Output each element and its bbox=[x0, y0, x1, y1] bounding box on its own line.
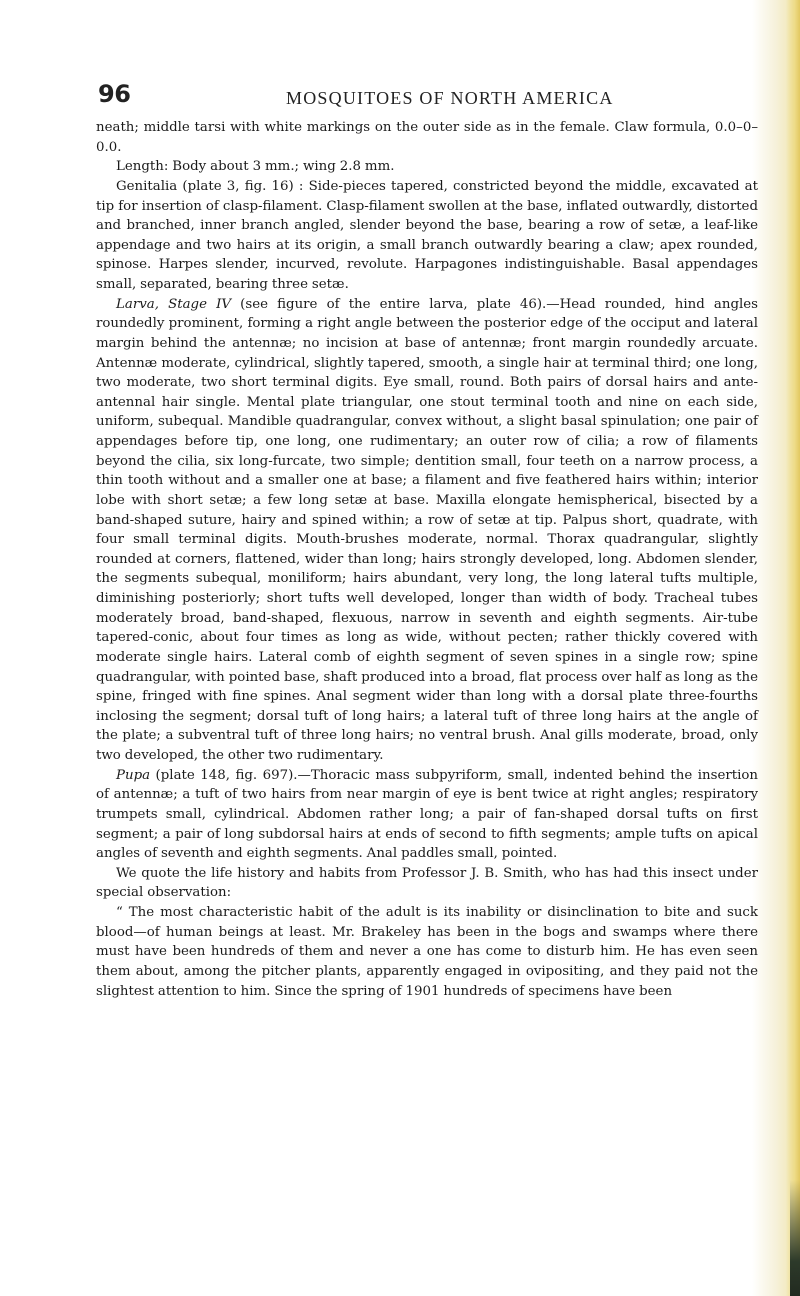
running-head: MOSQUITOES OF NORTH AMERICA bbox=[286, 88, 614, 108]
body-text bbox=[96, 118, 758, 1001]
paragraph-life-history bbox=[96, 864, 758, 903]
paragraph-text: Genitalia (plate 3, fig. 16) : Side-pieces tapered, constricted beyond the middle, excavated at tip for insertion of clasp-filament. Clasp-filament swollen at the base, inflated outwardly, distorted and branched, inner branch angled, slender beyond the base, bearing a row of setæ, a leaf-like appendage and two hairs at its origin, a small branch outwardly bearing a claw; apex rounded, spinose. Harpes slender, incurved, revolute. Harpagones indistinguishable. Basal appendages small, separated, bearing three setæ. bbox=[96, 178, 758, 292]
paragraph-text: We quote the life history and habits from Professor J. B. Smith, who has had this insect under special observation: bbox=[96, 865, 758, 901]
paragraph-text: (plate 148, fig. 697).—Thoracic mass subpyriform, small, indented behind the insertion of antennæ; a tuft of two hairs from near margin of eye is bent twice at right angles; respiratory trumpets small, cylindrical. Abdomen rather long; a pair of fan-shaped dorsal tufts on first segment; a pair of long subdorsal hairs at ends of second to fifth segments; ample tufts on apical angles of seventh and eighth segments. Anal paddles small, pointed. bbox=[96, 767, 758, 862]
page-header bbox=[98, 80, 788, 110]
paragraph-larva bbox=[96, 295, 758, 766]
paragraph-lead: Larva, Stage IV bbox=[116, 296, 232, 312]
page-edge bbox=[786, 0, 800, 1296]
page-edge-shadow bbox=[790, 1180, 800, 1296]
paragraph-text: “ The most characteristic habit of the adult is its inability or disinclination to bite and suck blood—of human beings at least. Mr. Brakeley has been in the bogs and swamps where there must have been hundreds of them and never a one has come to disturb him. He has even seen them about, among the pitcher plants, apparently engaged in ovipositing, and they paid not the slightest attention to him. Since the spring of 1901 hundreds of specimens have been bbox=[96, 905, 758, 999]
paragraph-continuation bbox=[96, 118, 758, 157]
paragraph-text: Length: Body about 3 mm.; wing 2.8 mm. bbox=[116, 159, 395, 175]
paragraph-pupa bbox=[96, 766, 758, 864]
paragraph-quote bbox=[96, 903, 758, 1001]
paragraph-length bbox=[96, 157, 758, 177]
paragraph-text: neath; middle tarsi with white markings on the outer side as in the female. Claw formula, 0.0–0–0.0. bbox=[96, 120, 758, 155]
paragraph-text: (see figure of the entire larva, plate 46).—Head rounded, hind angles roundedly prominent, forming a right angle between the posterior edge of the occiput and lateral margin behind the antennæ; no incision at base of antennæ; front margin roundedly arcuate. Antennæ moderate, cylindrical, slightly tapered, smooth, a single hair at terminal third; one long, two moderate, two short terminal digits. Eye small, round. Both pairs of dorsal hairs and ante-antennal hair single. Mental plate triangular, one stout terminal tooth and nine on each side, uniform, subequal. Mandible quadrangular, convex without, a slight basal spinulation; one pair of appendages before tip, one long, one rudimentary; an outer row of cilia; a row of filaments beyond the cilia, six long-furcate, two simple; dentition small, four teeth on a narrow process, a thin tooth without and a smaller one at base; a filament and five feathered hairs within; interior lobe with short setæ; a few long setæ at base. Maxilla elongate hemispherical, bisected by a band-shaped suture, hairy and spined within; a row of setæ at tip. Palpus short, quadrate, with four small terminal digits. Mouth-brushes moderate, normal. Thorax quadrangular, slightly rounded at corners, flattened, wider than long; hairs strongly developed, long. Abdomen slender, the segments subequal, moniliform; hairs abundant, very long, the long lateral tufts multiple, diminishing posteriorly; short tufts well developed, longer than width of body. Tracheal tubes moderately broad, band-shaped, flexuous, narrow in seventh and eighth segments. Air-tube tapered-conic, about four times as long as wide, without pecten; rather thickly covered with moderate single hairs. Lateral comb of eighth segment of seven spines in a single row; spine quadrangular, with pointed base, shaft produced into a broad, flat process over half as long as the spine, fringed with fine spines. Anal segment wider than long with a dorsal plate three-fourths inclosing the segment; dorsal tuft of long hairs; a lateral tuft of three long hairs at the angle of the plate; a subventral tuft of three long hairs; no ventral brush. Anal gills moderate, broad, only two developed, the other two rudimentary. bbox=[96, 296, 758, 763]
paragraph-genitalia bbox=[96, 177, 758, 295]
paragraph-lead: Pupa bbox=[116, 767, 151, 783]
page-number: 96 bbox=[98, 80, 131, 108]
